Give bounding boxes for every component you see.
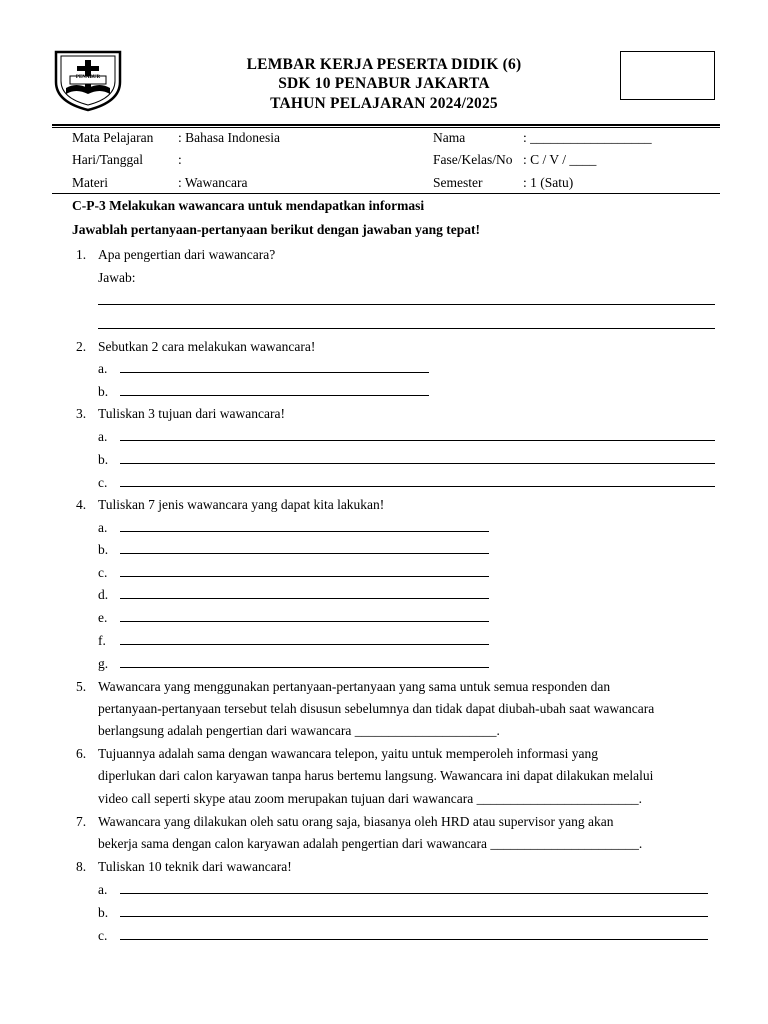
q3-opt-b: b. xyxy=(98,452,109,467)
q1-answer-line-2[interactable] xyxy=(98,328,715,329)
q4-opt-d: d. xyxy=(98,587,109,602)
score-box[interactable] xyxy=(620,51,715,100)
nama-label: Nama xyxy=(433,130,466,145)
q4-answer-line-c[interactable] xyxy=(120,576,489,577)
fase-value[interactable]: : C / V / ____ xyxy=(523,152,597,167)
q4-answer-line-a[interactable] xyxy=(120,531,489,532)
header-title-1: LEMBAR KERJA PESERTA DIDIK (6) xyxy=(246,56,522,73)
q3-answer-line-c[interactable] xyxy=(120,486,715,487)
header-title-2: SDK 10 PENABUR JAKARTA xyxy=(278,75,490,92)
hari-label: Hari/Tanggal xyxy=(72,152,144,167)
q6-number: 6. xyxy=(76,746,87,761)
q3-answer-line-a[interactable] xyxy=(120,440,715,441)
mapel-label: Mata Pelajaran xyxy=(72,130,154,145)
q8-opt-c: c. xyxy=(98,928,108,943)
header-rule-thin xyxy=(52,127,720,128)
header-title-3: TAHUN PELAJARAN 2024/2025 xyxy=(270,95,498,112)
q5-number: 5. xyxy=(76,679,87,694)
q3-number: 3. xyxy=(76,406,87,421)
q6-line-3: video call seperti skype atau zoom merupakan tujuan dari wawancara ________________________. xyxy=(98,791,642,806)
q1-text: Apa pengertian dari wawancara? xyxy=(98,247,276,262)
materi-value: : Wawancara xyxy=(178,175,248,190)
q4-opt-f: f. xyxy=(98,633,106,648)
q7-line-1: Wawancara yang dilakukan oleh satu orang saja, biasanya oleh HRD atau supervisor yang akan xyxy=(98,814,614,829)
q2-number: 2. xyxy=(76,339,87,354)
info-rule xyxy=(52,193,720,194)
q1-answer-line-1[interactable] xyxy=(98,304,715,305)
q1-number: 1. xyxy=(76,247,87,262)
q4-opt-g: g. xyxy=(98,656,109,671)
q3-text: Tuliskan 3 tujuan dari wawancara! xyxy=(98,406,285,421)
cp-heading: C-P-3 Melakukan wawancara untuk mendapatkan informasi xyxy=(72,198,425,213)
q8-number: 8. xyxy=(76,859,87,874)
semester-value: : 1 (Satu) xyxy=(523,175,574,190)
q5-line-2: pertanyaan-pertanyaan tersebut telah disusun sebelumnya dan tidak dapat diubah-ubah saat wawancara xyxy=(98,701,655,716)
q4-answer-line-f[interactable] xyxy=(120,644,489,645)
nama-value[interactable]: : __________________ xyxy=(523,130,652,145)
q8-answer-line-c[interactable] xyxy=(120,939,708,940)
q5-line-3: berlangsung adalah pengertian dari wawancara _____________________. xyxy=(98,723,500,738)
q8-text: Tuliskan 10 teknik dari wawancara! xyxy=(98,859,292,874)
q3-opt-c: c. xyxy=(98,475,108,490)
q3-answer-line-b[interactable] xyxy=(120,463,715,464)
logo-banner-text: PENABUR xyxy=(75,75,101,80)
q8-opt-a: a. xyxy=(98,882,108,897)
q4-opt-e: e. xyxy=(98,610,108,625)
hari-value[interactable]: : xyxy=(178,152,182,167)
q2-answer-line-b[interactable] xyxy=(120,395,429,396)
q6-line-1: Tujuannya adalah sama dengan wawancara telepon, yaitu untuk memperoleh informasi yang xyxy=(98,746,598,761)
q4-opt-a: a. xyxy=(98,520,108,535)
q2-answer-line-a[interactable] xyxy=(120,372,429,373)
q6-line-2: diperlukan dari calon karyawan tanpa harus bertemu langsung. Wawancara ini dapat dilakukan melalui xyxy=(98,768,654,783)
q7-line-2: bekerja sama dengan calon karyawan adalah pengertian dari wawancara ______________________. xyxy=(98,836,643,851)
fase-label: Fase/Kelas/No xyxy=(433,152,513,167)
q2-text: Sebutkan 2 cara melakukan wawancara! xyxy=(98,339,316,354)
q8-opt-b: b. xyxy=(98,905,109,920)
q4-number: 4. xyxy=(76,497,87,512)
semester-label: Semester xyxy=(433,175,483,190)
q7-number: 7. xyxy=(76,814,87,829)
instruction: Jawablah pertanyaan-pertanyaan berikut dengan jawaban yang tepat! xyxy=(72,222,481,237)
q4-answer-line-g[interactable] xyxy=(120,667,489,668)
materi-label: Materi xyxy=(72,175,108,190)
q2-opt-b: b. xyxy=(98,384,109,399)
q4-answer-line-e[interactable] xyxy=(120,621,489,622)
q3-opt-a: a. xyxy=(98,429,108,444)
q4-answer-line-b[interactable] xyxy=(120,553,489,554)
q4-answer-line-d[interactable] xyxy=(120,598,489,599)
header-rule-thick xyxy=(52,124,720,126)
q5-line-1: Wawancara yang menggunakan pertanyaan-pertanyaan yang sama untuk semua responden dan xyxy=(98,679,611,694)
q4-opt-c: c. xyxy=(98,565,108,580)
mapel-value: : Bahasa Indonesia xyxy=(178,130,280,145)
q4-text: Tuliskan 7 jenis wawancara yang dapat kita lakukan! xyxy=(98,497,385,512)
q2-opt-a: a. xyxy=(98,361,108,376)
q8-answer-line-b[interactable] xyxy=(120,916,708,917)
q4-opt-b: b. xyxy=(98,542,109,557)
q8-answer-line-a[interactable] xyxy=(120,893,708,894)
q1-answer-label: Jawab: xyxy=(98,270,136,285)
